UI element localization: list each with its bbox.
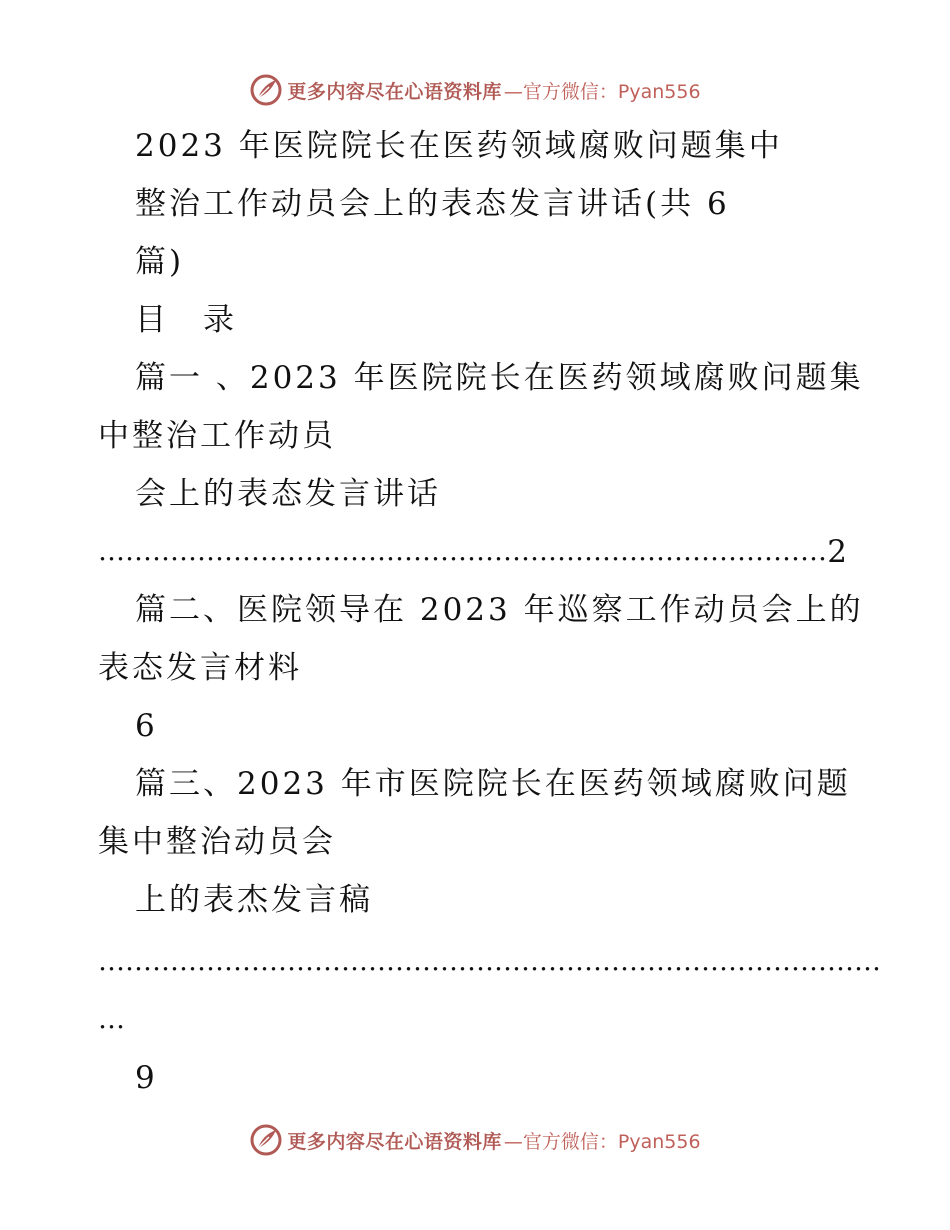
toc-entry-line: 篇一 、2023 年医院院长在医药领域腐败问题集 [135, 360, 864, 396]
watermark-site-text: 更多内容尽在心语资料库 [287, 80, 502, 103]
toc-entry-line: 集中整治动员会 [98, 824, 336, 860]
document-title-line: 篇) [135, 244, 185, 280]
toc-entry-line: 会上的表态发言讲话 [135, 476, 441, 512]
document-title-line: 整治工作动员会上的表态发言讲话(共 6 [135, 186, 730, 222]
toc-page-number: 2 [827, 534, 850, 570]
toc-heading: 目 录 [135, 302, 237, 338]
toc-entry-line: 篇三、2023 年市医院院长在医药领域腐败问题 [135, 766, 851, 802]
toc-leader-dots: ……………………………………………………………………… [98, 536, 827, 567]
watermark-site-text: 更多内容尽在心语资料库 [287, 1130, 502, 1153]
watermark-contact-text: —官方微信：Pyan556 [503, 80, 701, 103]
toc-entry-line: 表态发言材料 [98, 650, 302, 686]
toc-leader-dots: …………………………………………………………………………… [98, 946, 881, 977]
toc-entry-line: 上的表杰发言稿 [135, 882, 373, 918]
toc-page-number: 6 [135, 708, 158, 744]
feather-pen-logo-icon [249, 73, 283, 107]
toc-leader-dots: … [98, 1004, 125, 1035]
toc-page-number: 9 [135, 1060, 158, 1096]
footer-watermark [0, 1120, 950, 1160]
watermark-contact-text: —官方微信：Pyan556 [503, 1130, 701, 1153]
toc-entry-line: 篇二、医院领导在 2023 年巡察工作动员会上的 [135, 592, 864, 628]
feather-pen-logo-icon [249, 1123, 283, 1157]
toc-leader-row [98, 526, 850, 578]
document-title-line: 2023 年医院院长在医药领域腐败问题集中 [135, 128, 783, 164]
header-watermark [0, 70, 950, 110]
toc-entry-line: 中整治工作动员 [98, 418, 336, 454]
